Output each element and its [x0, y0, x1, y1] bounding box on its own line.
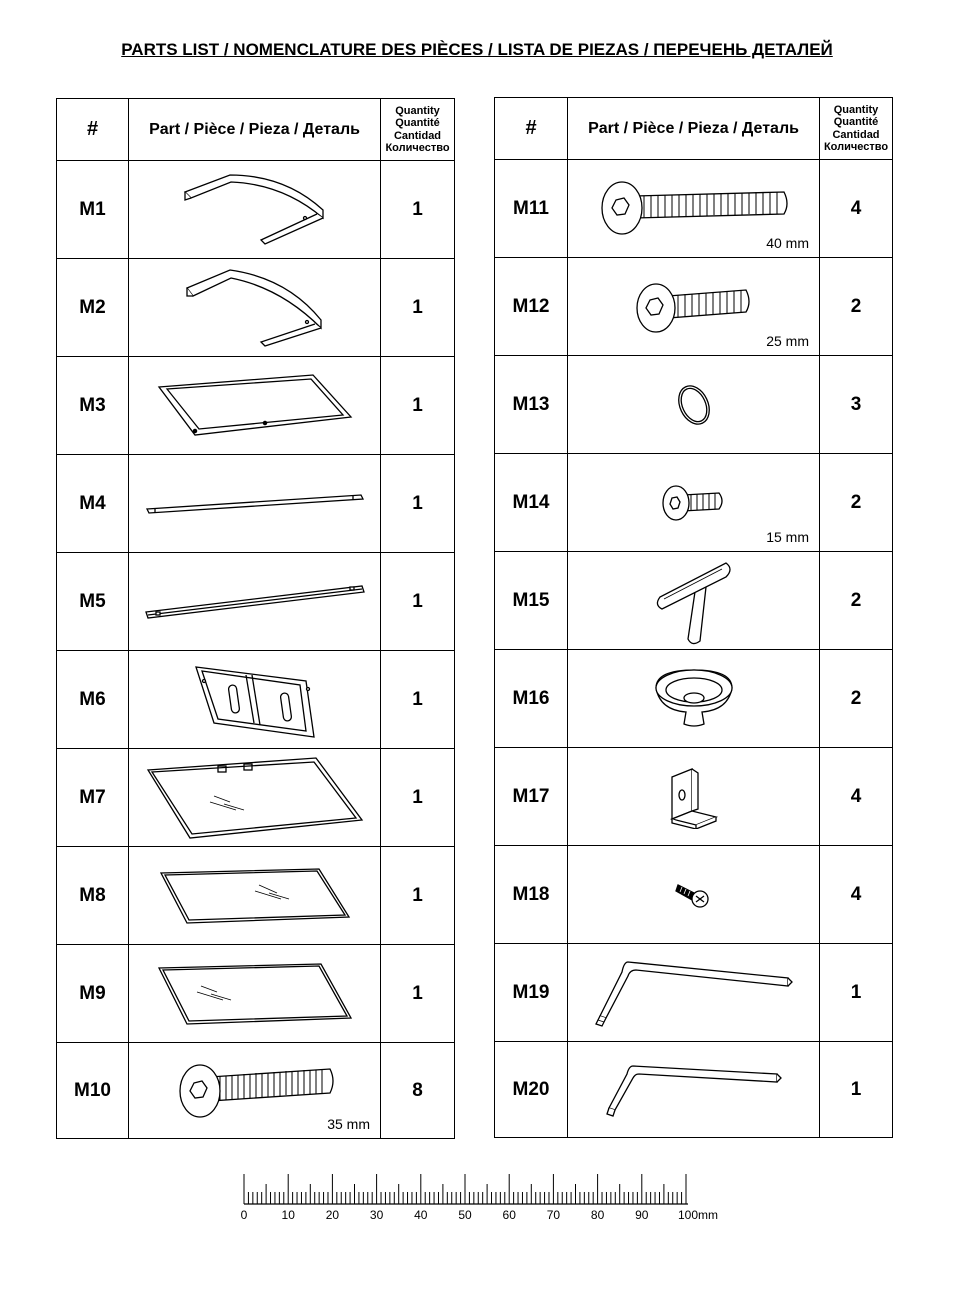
part-quantity: 4: [820, 748, 893, 846]
table-row: [495, 846, 893, 944]
part-picture: [568, 1042, 820, 1138]
part-dimension: 25 mm: [766, 333, 809, 349]
part-quantity: 1: [381, 357, 455, 455]
part-picture: [568, 258, 820, 356]
part-code: M16: [495, 650, 568, 748]
header-part: Part / Pièce / Pieza / Деталь: [568, 98, 820, 160]
part-code: M11: [495, 160, 568, 258]
t-handle-icon: [654, 555, 734, 647]
part-code: M7: [57, 749, 129, 847]
part-quantity: 1: [381, 553, 455, 651]
part-picture: [129, 749, 381, 847]
part-quantity: 8: [381, 1043, 455, 1139]
part-code: M13: [495, 356, 568, 454]
hex-bolt-icon: [632, 280, 756, 334]
part-dimension: 35 mm: [327, 1116, 370, 1132]
ruler-label: 80: [590, 1208, 605, 1222]
table-row: [57, 357, 455, 455]
part-code: M8: [57, 847, 129, 945]
table-row: [57, 259, 455, 357]
ruler-label: 90: [635, 1208, 649, 1222]
hex-bolt-icon: [170, 1061, 340, 1121]
part-code: M3: [57, 357, 129, 455]
parts-table-right: [494, 97, 893, 1138]
slotted-bracket-frame-icon: [190, 659, 320, 741]
hex-bolt-icon: [661, 483, 727, 523]
l-bracket-icon: [664, 765, 724, 829]
hex-bolt-icon: [594, 180, 794, 238]
header-quantity: Quantity Quantité Cantidad Количество: [820, 98, 893, 160]
thin-rod-icon: [143, 489, 367, 519]
table-row: [57, 553, 455, 651]
part-quantity: 1: [381, 259, 455, 357]
part-code: M5: [57, 553, 129, 651]
ruler-label: 50: [458, 1208, 472, 1222]
table-row: [57, 651, 455, 749]
ruler-scale: [236, 1170, 736, 1230]
ruler-label: 0: [240, 1208, 248, 1222]
screwdriver-key-icon: [592, 958, 796, 1028]
table-row: [495, 748, 893, 846]
table-row: [57, 749, 455, 847]
part-quantity: 2: [820, 454, 893, 552]
part-quantity: 1: [381, 749, 455, 847]
part-picture: [568, 160, 820, 258]
part-quantity: 1: [381, 847, 455, 945]
part-dimension: 40 mm: [766, 235, 809, 251]
suction-cup-icon: [652, 666, 736, 732]
part-dimension: 15 mm: [766, 529, 809, 545]
glass-panel-icon: [144, 756, 366, 840]
table-row: [57, 1043, 455, 1139]
measurement-ruler: [236, 1170, 736, 1235]
allen-key-icon: [601, 1060, 787, 1120]
part-picture: [568, 650, 820, 748]
part-code: M17: [495, 748, 568, 846]
part-quantity: 4: [820, 846, 893, 944]
part-code: M6: [57, 651, 129, 749]
table-row: [495, 258, 893, 356]
table-row: [495, 454, 893, 552]
part-picture: [129, 945, 381, 1043]
part-code: M14: [495, 454, 568, 552]
part-code: M10: [57, 1043, 129, 1139]
part-quantity: 2: [820, 552, 893, 650]
part-code: M20: [495, 1042, 568, 1138]
header-number: #: [495, 98, 568, 160]
part-code: M4: [57, 455, 129, 553]
ruler-label: 60: [502, 1208, 516, 1222]
table-row: [57, 945, 455, 1043]
part-code: M18: [495, 846, 568, 944]
rectangular-frame-icon: [155, 373, 355, 439]
part-picture: [129, 847, 381, 945]
table-header-row: [495, 98, 893, 160]
table-row: [495, 944, 893, 1042]
part-quantity: 3: [820, 356, 893, 454]
part-quantity: 1: [381, 455, 455, 553]
table-row: [495, 552, 893, 650]
ruler-label: 70: [546, 1208, 561, 1222]
part-quantity: 1: [820, 944, 893, 1042]
part-picture: [568, 846, 820, 944]
flat-bar-icon: [142, 582, 368, 622]
parts-table-left: [56, 98, 455, 1139]
part-picture: [568, 552, 820, 650]
ruler-label: 100mm: [677, 1208, 719, 1222]
o-ring-icon: [672, 382, 716, 428]
table-header-row: [57, 99, 455, 161]
part-quantity: 1: [381, 161, 455, 259]
part-quantity: 4: [820, 160, 893, 258]
u-frame-icon: [175, 170, 335, 250]
small-screw-icon: [674, 879, 714, 911]
part-quantity: 2: [820, 258, 893, 356]
page-title: PARTS LIST / NOMENCLATURE DES PIÈCES / LISTA DE PIEZAS / ПЕРЕЧЕНЬ ДЕТАЛЕЙ: [121, 40, 833, 59]
part-quantity: 2: [820, 650, 893, 748]
part-quantity: 1: [381, 945, 455, 1043]
table-row: [495, 1042, 893, 1138]
part-picture: [568, 356, 820, 454]
ruler-label: 20: [325, 1208, 340, 1222]
header-number: #: [57, 99, 129, 161]
part-code: M9: [57, 945, 129, 1043]
part-picture: [129, 161, 381, 259]
part-picture: [129, 553, 381, 651]
part-code: M19: [495, 944, 568, 1042]
header-part: Part / Pièce / Pieza / Деталь: [129, 99, 381, 161]
ruler-label: 10: [281, 1208, 295, 1222]
table-row: [57, 455, 455, 553]
part-picture: [129, 259, 381, 357]
u-frame-icon: [175, 266, 335, 350]
table-row: [57, 161, 455, 259]
header-quantity: Quantity Quantité Cantidad Количество: [381, 99, 455, 161]
table-row: [57, 847, 455, 945]
part-picture: [568, 748, 820, 846]
part-code: M12: [495, 258, 568, 356]
table-row: [495, 650, 893, 748]
part-picture: [129, 357, 381, 455]
part-quantity: 1: [820, 1042, 893, 1138]
part-code: M2: [57, 259, 129, 357]
part-picture: [568, 454, 820, 552]
part-picture: [129, 455, 381, 553]
part-picture: [129, 1043, 381, 1139]
part-code: M1: [57, 161, 129, 259]
glass-panel-icon: [155, 962, 355, 1026]
part-code: M15: [495, 552, 568, 650]
ruler-label: 30: [369, 1208, 384, 1222]
part-picture: [568, 944, 820, 1042]
table-row: [495, 160, 893, 258]
part-picture: [129, 651, 381, 749]
ruler-label: 40: [414, 1208, 428, 1222]
table-row: [495, 356, 893, 454]
glass-panel-icon: [157, 867, 353, 925]
part-quantity: 1: [381, 651, 455, 749]
